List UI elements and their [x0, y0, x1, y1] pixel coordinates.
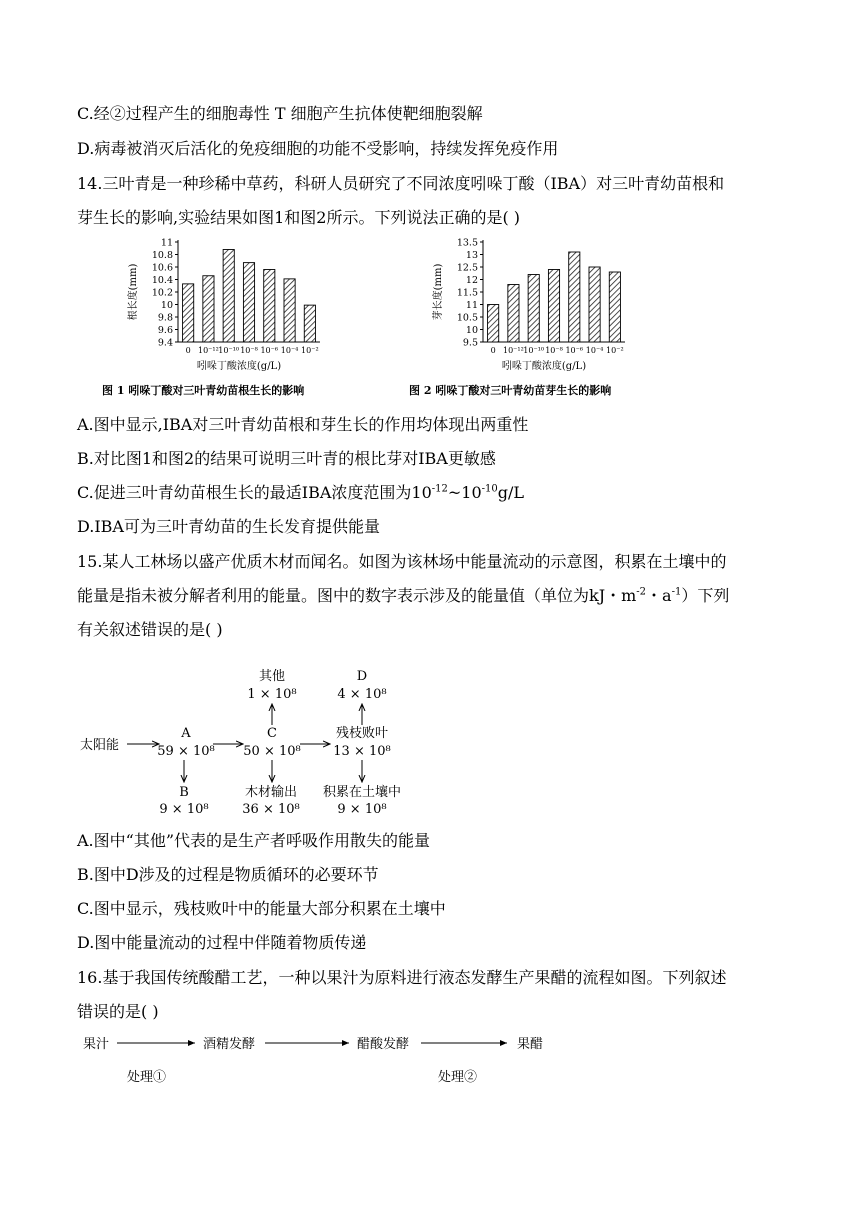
flow-alcohol-fermentation: 酒精发酵 [203, 1037, 256, 1052]
figure-2-shoot-chart [405, 236, 675, 406]
chart-1-xtick-label: 10⁻¹⁰ [218, 346, 240, 355]
chart-1-ylabel: 根长度(mm) [128, 263, 139, 321]
chart-1-xtick-label: 10⁻⁸ [240, 346, 258, 355]
chart-2-ytick-label: 13.5 [456, 237, 478, 249]
node-wood-value: 36 × 10⁸ [242, 802, 300, 817]
q14-option-c: C.促进三叶青幼苗根生长的最适IBA浓度范围为$10^{-12}\sim 10^{-10}g/L$ [77, 483, 525, 502]
chart-2-xtick-label: 10⁻¹⁰ [523, 346, 545, 355]
q14-option-b: B.对比图1和图2的结果可说明三叶青的根比芽对IBA更敏感 [77, 449, 496, 468]
chart-1-bar [203, 276, 214, 342]
node-litter-label: 残枝败叶 [335, 726, 389, 741]
q14-stem-line2: 芽生长的影响,实验结果如图1和图2所示。下列说法正确的是( ) [77, 208, 521, 227]
chart-2-ytick-label: 10.5 [456, 312, 478, 324]
figure-1-caption: 图 1 吲哚丁酸对三叶青幼苗根生长的影响 [102, 384, 305, 397]
q16-stem-line1: 16.基于我国传统酸醋工艺，一种以果汁为原料进行液态发酵生产果醋的流程如图。下列叙述 [77, 968, 727, 987]
q15-stem-line1: 15.某人工林场以盛产优质木材而闻名。如图为该林场中能量流动的示意图，积累在土壤中的 [77, 552, 727, 571]
figure-1-root-chart [100, 236, 370, 406]
chart-1-ytick-label: 10.8 [151, 250, 173, 261]
chart-1-ytick-label: 10.6 [151, 262, 173, 274]
chart-1-ytick-label: 9.6 [157, 325, 173, 336]
chart-1-ytick-label: 11 [160, 237, 173, 249]
chart-1-ytick-label: 10.4 [151, 275, 173, 286]
node-a-value: 59 × 10⁸ [157, 744, 215, 759]
chart-1-bar [264, 270, 275, 343]
chart-2-ytick-label: 9.5 [462, 337, 478, 349]
flow-acetic-fermentation: 醋酸发酵 [357, 1037, 410, 1052]
chart-1-xtick-label: 10⁻⁴ [280, 346, 299, 355]
chart-2-xtick-label: 10⁻⁶ [565, 346, 584, 355]
node-litter-value: 13 × 10⁸ [333, 744, 391, 759]
chart-2-xlabel: 吲哚丁酸浓度(g/L) [501, 361, 587, 372]
chart-2-ylabel: 芽长度(mm) [433, 263, 444, 321]
flow-juice: 果汁 [83, 1037, 110, 1052]
q15-option-c: C.图中显示，残枝败叶中的能量大部分积累在土壤中 [77, 899, 446, 918]
sun-energy-label: 太阳能 [80, 738, 120, 753]
chart-2-xtick-label: 10⁻² [606, 346, 624, 355]
node-c-value: 50 × 10⁸ [243, 744, 301, 759]
q14-option-d: D.IBA可为三叶青幼苗的生长发育提供能量 [77, 517, 380, 536]
flow-treatment-1: 处理① [127, 1070, 167, 1085]
figure-2-caption: 图 2 吲哚丁酸对三叶青幼苗芽生长的影响 [409, 384, 612, 397]
q15-stem-line3: 有关叙述错误的是( ) [77, 620, 223, 639]
chart-2-bar [488, 305, 499, 343]
chart-2-bar [569, 252, 580, 342]
chart-2-ytick-label: 12.5 [456, 262, 478, 274]
q14-option-a: A.图中显示,IBA对三叶青幼苗根和芽生长的作用均体现出两重性 [77, 415, 529, 434]
chart-1-xtick-label: 10⁻² [301, 346, 319, 355]
node-other-label: 其他 [258, 669, 286, 684]
q15-option-b: B.图中D涉及的过程是物质循环的必要环节 [77, 865, 379, 884]
chart-1-ytick-label: 10.2 [151, 287, 173, 299]
flow-fruit-vinegar: 果醋 [517, 1037, 544, 1052]
node-c-label: C [267, 726, 277, 741]
q15-option-a: A.图中“其他”代表的是生产者呼吸作用散失的能量 [77, 831, 431, 850]
q15-stem-line2: 能量是指未被分解者利用的能量。图中的数字表示涉及的能量值（单位为kJ・$m^{-2}$・$a^{-1}$）下列 [77, 586, 730, 605]
q16-stem-line2: 错误的是( ) [77, 1002, 159, 1021]
chart-1-xtick-label: 0 [185, 346, 191, 355]
chart-1-ytick-label: 9.8 [157, 312, 173, 324]
node-d-label: D [356, 669, 368, 684]
q13-option-d: D.病毒被消灭后活化的免疫细胞的功能不受影响，持续发挥免疫作用 [77, 139, 559, 158]
node-b-label: B [179, 785, 189, 800]
flow-treatment-2: 处理② [438, 1070, 478, 1085]
chart-1-ytick-label: 10 [160, 300, 173, 311]
chart-2-bar [508, 285, 519, 343]
chart-2-ytick-label: 11.5 [456, 287, 478, 299]
chart-2-ytick-label: 13 [465, 250, 478, 261]
chart-1-bar [243, 263, 254, 342]
chart-2-xtick-label: 10⁻⁴ [585, 346, 604, 355]
chart-2-bar [528, 275, 539, 343]
chart-1-ytick-label: 9.4 [157, 337, 173, 349]
chart-2-xtick-label: 0 [490, 346, 496, 355]
chart-1-xlabel: 吲哚丁酸浓度(g/L) [196, 361, 282, 372]
chart-2-ytick-label: 11 [465, 300, 478, 311]
chart-2-bar [589, 267, 600, 342]
q14-stem-line1: 14.三叶青是一种珍稀中草药，科研人员研究了不同浓度吲哚丁酸（IBA）对三叶青幼苗根和 [77, 174, 725, 193]
chart-1-bar [183, 284, 194, 342]
node-wood-label: 木材输出 [244, 785, 298, 800]
node-b-value: 9 × 10⁸ [159, 802, 209, 817]
q15-option-d: D.图中能量流动的过程中伴随着物质传递 [77, 933, 367, 952]
q13-option-c: C.经②过程产生的细胞毒性 T 细胞产生抗体使靶细胞裂解 [77, 104, 483, 123]
chart-2-xtick-label: 10⁻¹² [503, 346, 524, 355]
chart-1-xtick-label: 10⁻⁶ [260, 346, 279, 355]
chart-2-bar [548, 270, 559, 343]
chart-2-ytick-label: 10 [465, 325, 478, 336]
chart-2-xtick-label: 10⁻⁸ [545, 346, 563, 355]
node-d-value: 4 × 10⁸ [337, 687, 387, 702]
chart-1-bar [304, 305, 315, 342]
node-soil-label: 积累在土壤中 [322, 785, 402, 800]
node-other-value: 1 × 10⁸ [247, 687, 297, 702]
energy-flow-diagram [75, 660, 435, 820]
node-soil-value: 9 × 10⁸ [337, 802, 387, 817]
vinegar-process-flow [75, 1030, 575, 1090]
chart-1-bar [223, 250, 234, 343]
chart-2-bar [609, 272, 620, 342]
chart-1-xtick-label: 10⁻¹² [198, 346, 219, 355]
node-a-label: A [181, 726, 191, 741]
chart-1-bar [284, 279, 295, 342]
chart-2-ytick-label: 12 [465, 275, 478, 286]
